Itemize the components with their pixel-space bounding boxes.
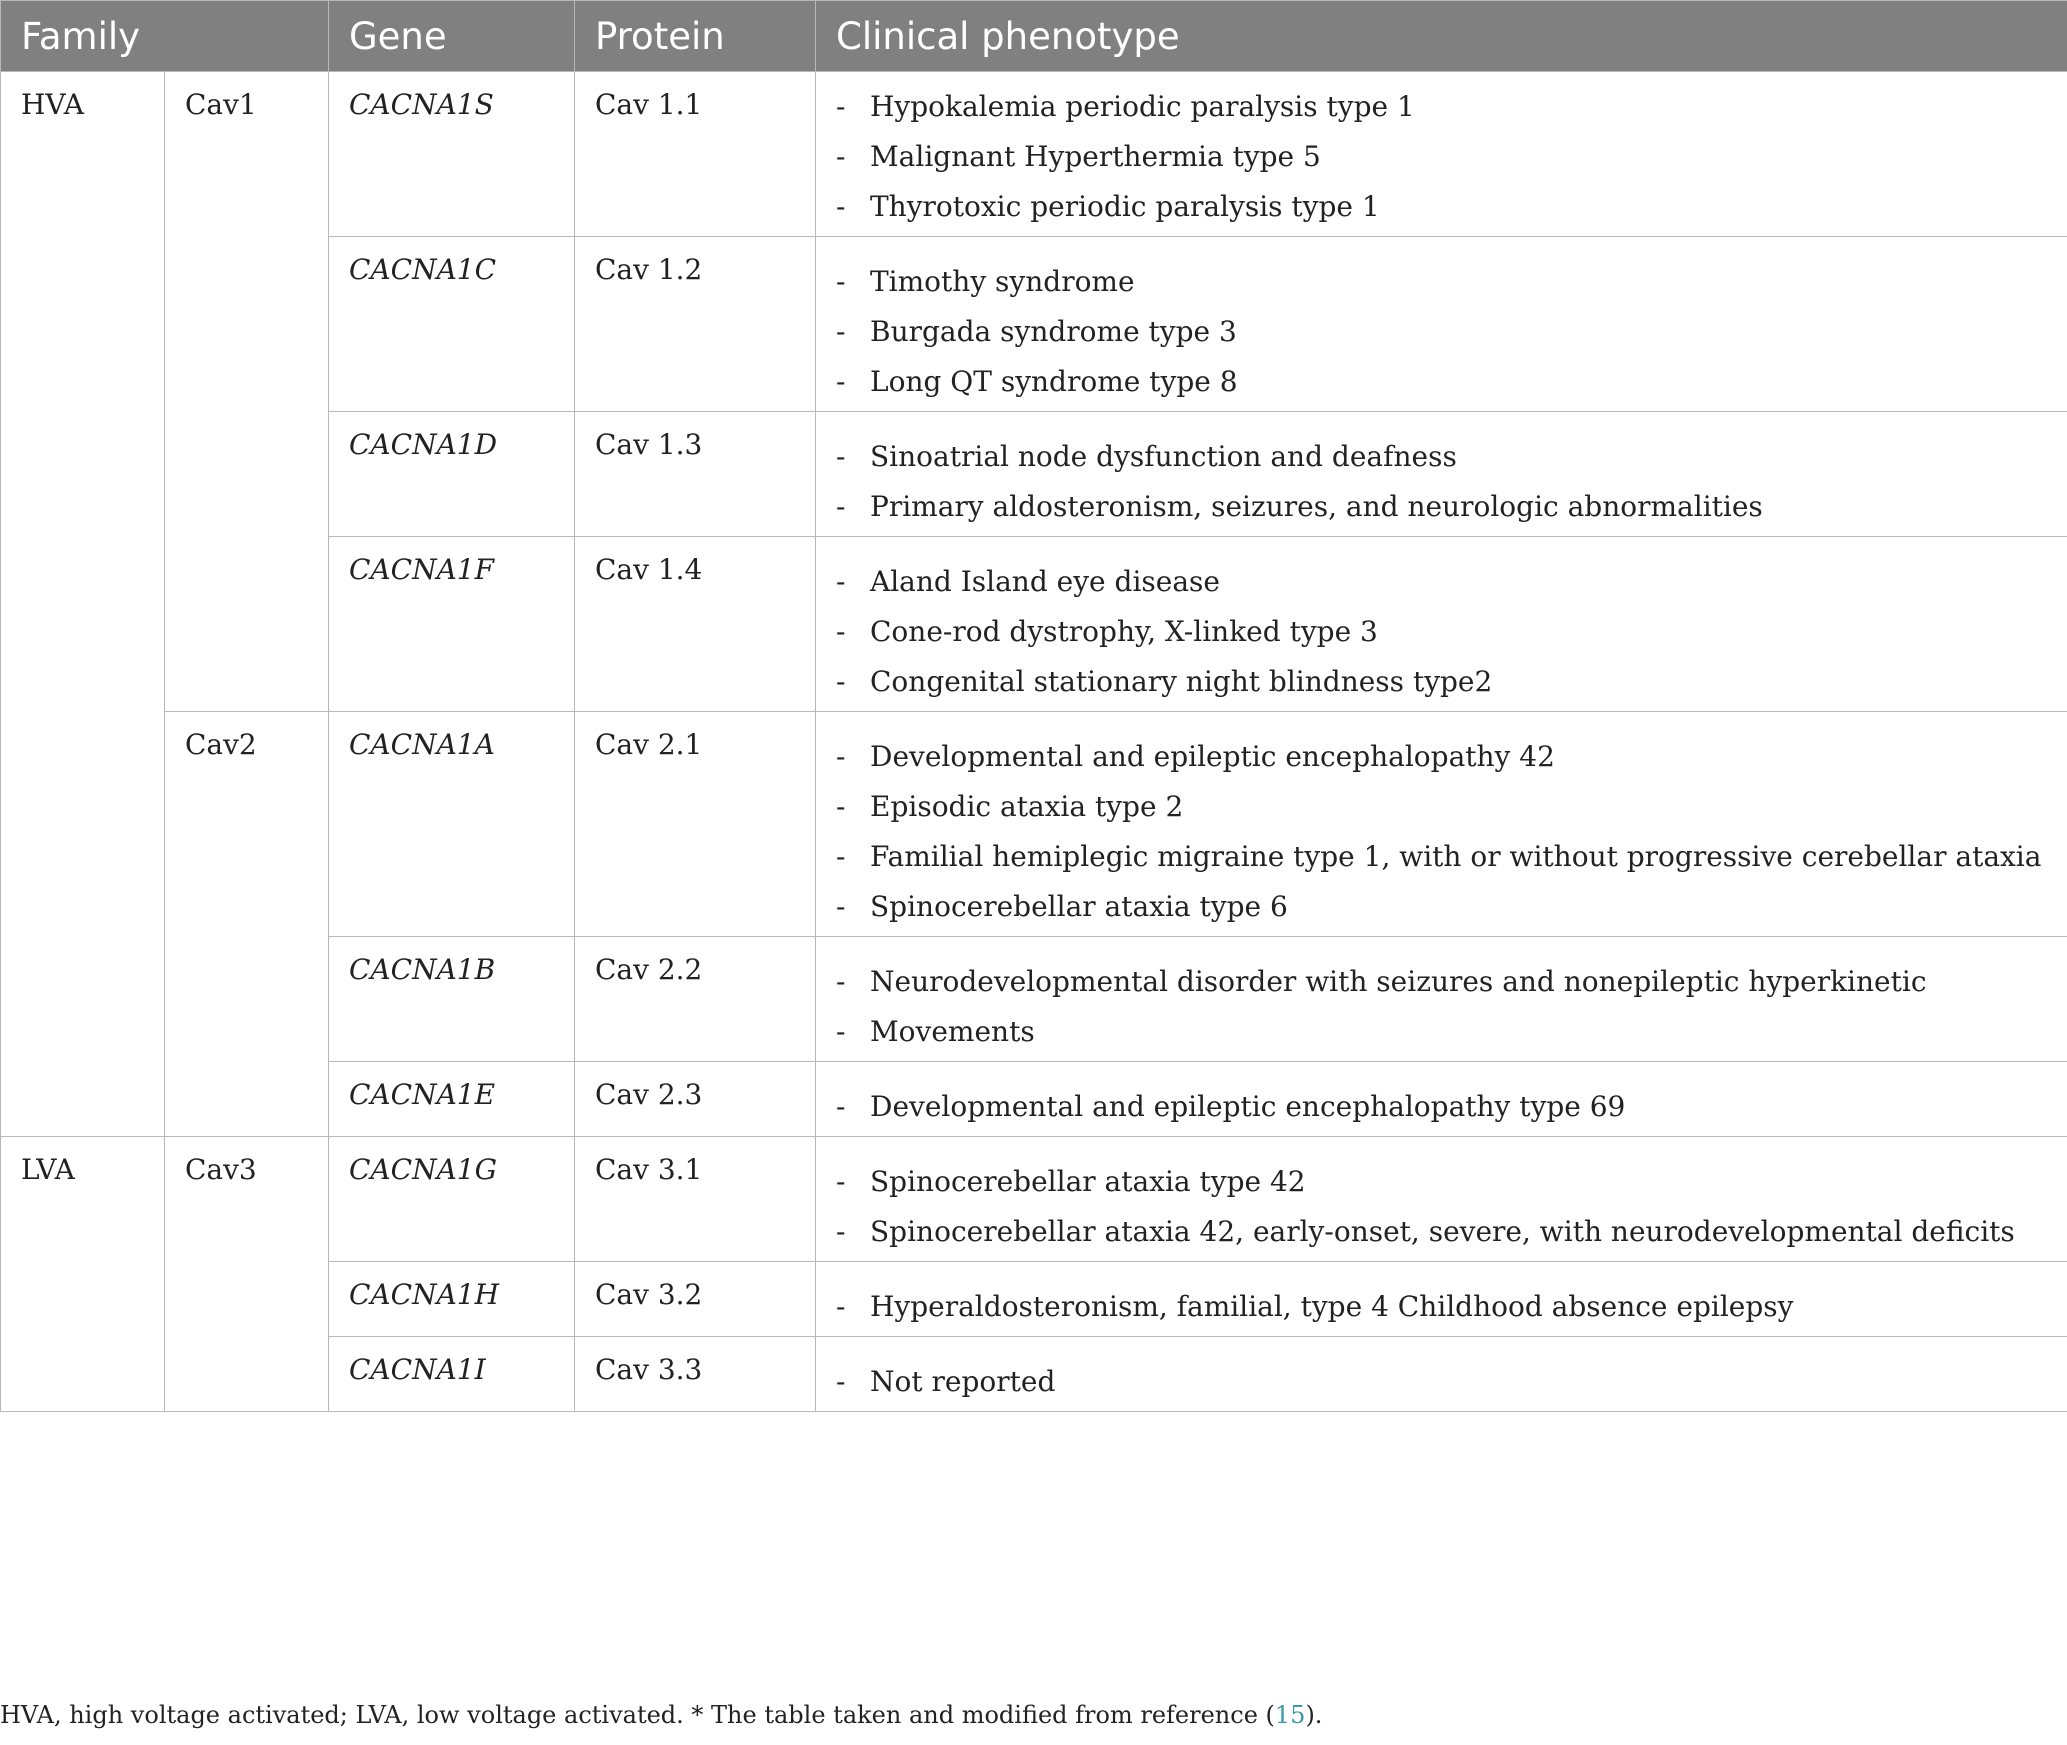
gene-cell: CACNA1S — [329, 72, 575, 237]
phenotype-item — [816, 557, 2047, 607]
phenotype-text: Malignant Hyperthermia type 5 — [870, 140, 1321, 173]
phenotype-item — [816, 257, 2047, 307]
gene-cell: CACNA1A — [329, 712, 575, 937]
subfamily-cell: Cav2 — [165, 712, 329, 1137]
phenotype-cell — [816, 1262, 2067, 1337]
gene-cell: CACNA1B — [329, 937, 575, 1062]
phenotype-item — [816, 1207, 2047, 1257]
table-row — [1, 1137, 2067, 1262]
protein-cell: Cav 1.3 — [575, 412, 816, 537]
gene-cell: CACNA1G — [329, 1137, 575, 1262]
phenotype-item — [816, 607, 2047, 657]
phenotype-text: Hypokalemia periodic paralysis type 1 — [870, 90, 1415, 123]
phenotype-item — [816, 882, 2047, 932]
phenotype-cell — [816, 712, 2067, 937]
bullet-dash: - — [836, 1365, 846, 1398]
phenotype-text: Neurodevelopmental disorder with seizures and nonepileptic hyperkinetic — [870, 965, 1927, 998]
bullet-dash: - — [836, 615, 846, 648]
gene-cell: CACNA1D — [329, 412, 575, 537]
gene-cell: CACNA1I — [329, 1337, 575, 1412]
phenotype-list — [816, 712, 2047, 936]
bullet-dash: - — [836, 1215, 846, 1248]
phenotype-text: Familial hemiplegic migraine type 1, with or without progressive cerebellar ataxia — [870, 840, 2042, 873]
bullet-dash: - — [836, 1290, 846, 1323]
phenotype-item — [816, 957, 2047, 1007]
bullet-dash: - — [836, 1090, 846, 1123]
bullet-dash: - — [836, 965, 846, 998]
phenotype-text: Spinocerebellar ataxia 42, early-onset, severe, with neurodevelopmental deficits — [870, 1215, 2015, 1248]
protein-cell: Cav 2.1 — [575, 712, 816, 937]
phenotype-item — [816, 482, 2047, 532]
header-protein: Protein — [575, 1, 816, 72]
bullet-dash: - — [836, 1165, 846, 1198]
phenotype-item — [816, 1157, 2047, 1207]
phenotype-item — [816, 657, 2047, 707]
bullet-dash: - — [836, 490, 846, 523]
footnote-text: HVA, high voltage activated; LVA, low voltage activated. * The table taken and modified from reference ( — [0, 1701, 1275, 1729]
phenotype-cell — [816, 1137, 2067, 1262]
bullet-dash: - — [836, 840, 846, 873]
phenotype-list — [816, 1337, 2047, 1411]
table-footnote — [0, 1701, 1322, 1729]
protein-cell: Cav 2.2 — [575, 937, 816, 1062]
table-body — [1, 72, 2067, 1412]
header-clinical-phenotype: Clinical phenotype — [816, 1, 2067, 72]
phenotype-item — [816, 357, 2047, 407]
subfamily-cell: Cav3 — [165, 1137, 329, 1412]
table-row — [1, 712, 2067, 937]
phenotype-cell — [816, 237, 2067, 412]
header-family: Family — [1, 1, 329, 72]
phenotype-item — [816, 132, 2047, 182]
phenotype-item — [816, 82, 2047, 132]
phenotype-list — [816, 1262, 2047, 1336]
phenotype-text: Spinocerebellar ataxia type 6 — [870, 890, 1288, 923]
phenotype-text: Burgada syndrome type 3 — [870, 315, 1237, 348]
phenotype-item — [816, 732, 2047, 782]
bullet-dash: - — [836, 140, 846, 173]
gene-cell: CACNA1F — [329, 537, 575, 712]
phenotype-item — [816, 1282, 2047, 1332]
phenotype-cell — [816, 937, 2067, 1062]
gene-cell: CACNA1E — [329, 1062, 575, 1137]
phenotype-list — [816, 72, 2047, 236]
family-cell: LVA — [1, 1137, 165, 1412]
phenotype-item — [816, 782, 2047, 832]
protein-cell: Cav 3.1 — [575, 1137, 816, 1262]
phenotype-item — [816, 832, 2047, 882]
bullet-dash: - — [836, 265, 846, 298]
phenotype-text: Developmental and epileptic encephalopathy 42 — [870, 740, 1555, 773]
phenotype-text: Spinocerebellar ataxia type 42 — [870, 1165, 1306, 1198]
phenotype-text: Developmental and epileptic encephalopathy type 69 — [870, 1090, 1626, 1123]
family-cell: HVA — [1, 72, 165, 1137]
protein-cell: Cav 1.1 — [575, 72, 816, 237]
table-row — [1, 72, 2067, 237]
phenotype-item — [816, 1357, 2047, 1407]
bullet-dash: - — [836, 365, 846, 398]
bullet-dash: - — [836, 440, 846, 473]
phenotype-item — [816, 1007, 2047, 1057]
phenotype-list — [816, 1062, 2047, 1136]
phenotype-list — [816, 1137, 2047, 1261]
bullet-dash: - — [836, 890, 846, 923]
phenotype-text: Long QT syndrome type 8 — [870, 365, 1238, 398]
bullet-dash: - — [836, 790, 846, 823]
phenotype-item — [816, 432, 2047, 482]
phenotype-cell — [816, 1062, 2067, 1137]
bullet-dash: - — [836, 90, 846, 123]
phenotype-text: Not reported — [870, 1365, 1056, 1398]
header-row — [1, 1, 2067, 72]
phenotype-item — [816, 1082, 2047, 1132]
protein-cell: Cav 3.3 — [575, 1337, 816, 1412]
reference-link[interactable]: 15 — [1274, 1701, 1306, 1729]
gene-cell: CACNA1C — [329, 237, 575, 412]
phenotype-cell — [816, 412, 2067, 537]
phenotype-list — [816, 937, 2047, 1061]
header-gene: Gene — [329, 1, 575, 72]
phenotype-text: Primary aldosteronism, seizures, and neurologic abnormalities — [870, 490, 1763, 523]
bullet-dash: - — [836, 1015, 846, 1048]
phenotype-text: Thyrotoxic periodic paralysis type 1 — [870, 190, 1380, 223]
bullet-dash: - — [836, 665, 846, 698]
phenotype-text: Sinoatrial node dysfunction and deafness — [870, 440, 1457, 473]
phenotype-cell — [816, 537, 2067, 712]
phenotype-text: Hyperaldosteronism, familial, type 4 Childhood absence epilepsy — [870, 1290, 1794, 1323]
phenotype-list — [816, 412, 2047, 536]
phenotype-item — [816, 182, 2047, 232]
phenotype-list — [816, 237, 2047, 411]
protein-cell: Cav 1.2 — [575, 237, 816, 412]
phenotype-text: Aland Island eye disease — [870, 565, 1220, 598]
phenotype-text: Cone-rod dystrophy, X-linked type 3 — [870, 615, 1378, 648]
phenotype-cell — [816, 1337, 2067, 1412]
bullet-dash: - — [836, 190, 846, 223]
bullet-dash: - — [836, 565, 846, 598]
bullet-dash: - — [836, 740, 846, 773]
phenotype-text: Movements — [870, 1015, 1035, 1048]
footnote-text-end: ). — [1305, 1701, 1323, 1729]
phenotype-list — [816, 537, 2047, 711]
subfamily-cell: Cav1 — [165, 72, 329, 712]
phenotype-text: Timothy syndrome — [870, 265, 1135, 298]
protein-cell: Cav 1.4 — [575, 537, 816, 712]
gene-cell: CACNA1H — [329, 1262, 575, 1337]
phenotype-text: Episodic ataxia type 2 — [870, 790, 1184, 823]
protein-cell: Cav 3.2 — [575, 1262, 816, 1337]
phenotype-item — [816, 307, 2047, 357]
phenotype-cell — [816, 72, 2067, 237]
bullet-dash: - — [836, 315, 846, 348]
protein-cell: Cav 2.3 — [575, 1062, 816, 1137]
phenotype-text: Congenital stationary night blindness type2 — [870, 665, 1493, 698]
